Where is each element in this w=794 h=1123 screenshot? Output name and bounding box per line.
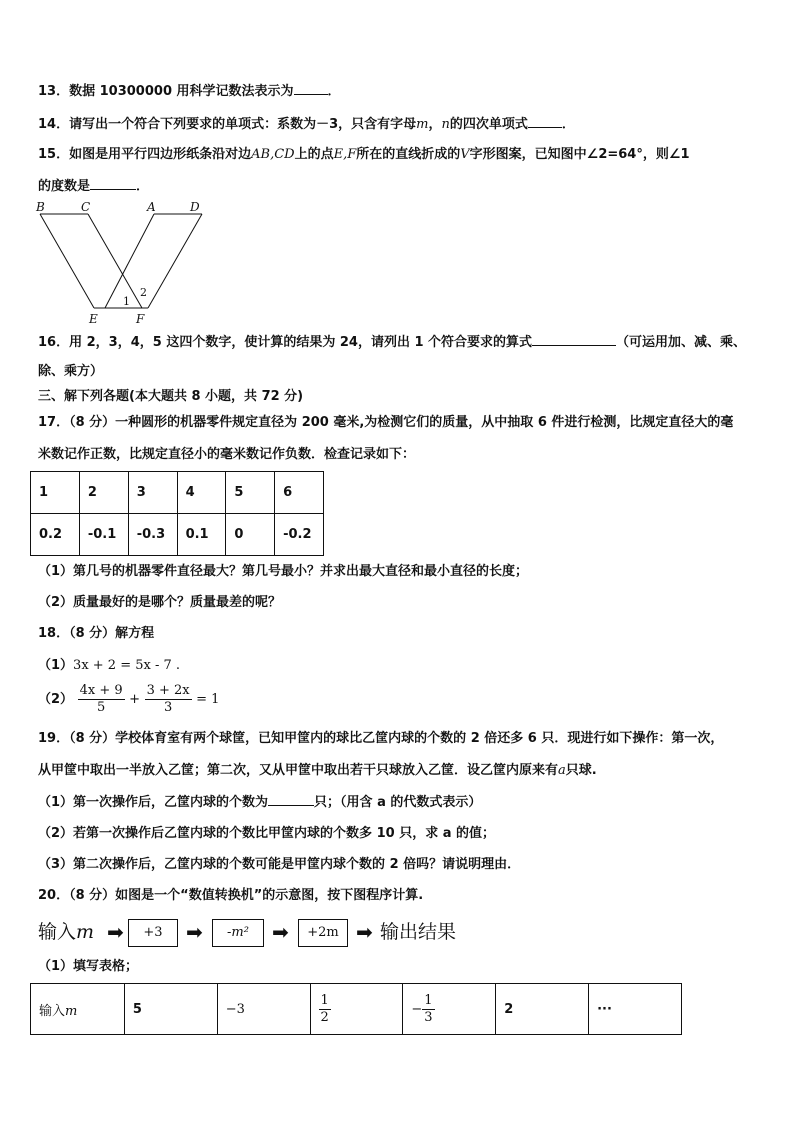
question-17-sub-2: （2）质量最好的是哪个？质量最差的呢？ xyxy=(38,595,282,610)
question-number: 17． xyxy=(38,415,70,430)
table-cell: 2 xyxy=(496,984,589,1035)
label-f: F xyxy=(136,312,145,326)
question-17-sub-1: （1）第几号的机器零件直径最大？第几号最小？并求出最大直径和最小直径的长度； xyxy=(38,564,529,579)
question-19-sub-2: （2）若第一次操作后乙筐内球的个数比甲筐内球的个数多 10 只，求 a 的值； xyxy=(38,826,496,841)
answer-blank xyxy=(90,177,136,190)
question-text: 数据 10300000 用科学记数法表示为 xyxy=(69,84,294,99)
question-15-line-2: 的度数是 ． xyxy=(38,179,150,194)
question-19-line-1: 19．（8 分）学校体育室有两个球筐，已知甲筐内的球比乙筐内球的个数的 2 倍还多 6 只．现进行如下操作：第一次， xyxy=(38,731,724,746)
label-d: D xyxy=(190,200,200,214)
question-16-line-2: 除、乘方） xyxy=(38,364,104,379)
table-header-cell: 输入m xyxy=(31,984,125,1035)
fraction: $\frac{3 + 2x}{3}$ xyxy=(146,683,190,715)
answer-blank xyxy=(294,82,328,95)
label-b: B xyxy=(36,200,45,214)
table-cell: 0.1 xyxy=(177,514,226,556)
table-cell: ··· xyxy=(589,984,682,1035)
table-row xyxy=(31,984,682,1035)
step-box: +2m xyxy=(298,919,348,947)
table-cell: 0.2 xyxy=(31,514,80,556)
table-row xyxy=(31,514,324,556)
folded-strip-figure xyxy=(30,198,220,326)
table-cell xyxy=(310,984,403,1035)
right-arrow-icon: ➡ xyxy=(107,920,124,944)
table-cell: -0.1 xyxy=(79,514,128,556)
label-c: C xyxy=(81,200,91,214)
label-e: E xyxy=(89,312,98,326)
question-20-sub-1: （1）填写表格； xyxy=(38,959,139,974)
question-number: 15． xyxy=(38,147,70,162)
table-cell: 1 xyxy=(31,472,80,514)
table-row xyxy=(31,472,324,514)
question-14: 14．请写出一个符合下列要求的单项式：系数为－3，只含有字母m，n的四次单项式 ． xyxy=(38,117,575,132)
table-cell: 0 xyxy=(226,514,275,556)
question-19-sub-3: （3）第二次操作后，乙筐内球的个数可能是甲筐内球个数的 2 倍吗？请说明理由． xyxy=(38,857,521,872)
angle-2-label: 2 xyxy=(140,286,147,299)
answer-blank xyxy=(532,333,616,346)
table-cell: 4 xyxy=(177,472,226,514)
question-17-line-1: 17．（8 分）一种圆形的机器零件规定直径为 200 毫米,为检测它们的质量，从中抽取 6 件进行检测，比规定直径大的毫 xyxy=(38,415,734,430)
section-heading: 三、解下列各题(本大题共 8 小题，共 72 分) xyxy=(38,389,304,404)
table-cell: -0.3 xyxy=(128,514,177,556)
question-number: 20． xyxy=(38,888,70,903)
table-cell: 6 xyxy=(275,472,324,514)
question-18-sub-2: （2） $\frac{4x + 9}{5}$ + $\frac{3 + 2x}{3}$ = 1 xyxy=(38,683,220,715)
table-cell: − $\frac{1}{3}$ xyxy=(403,984,496,1035)
question-number: 13． xyxy=(38,84,70,99)
fill-in-table xyxy=(30,983,682,1035)
machine-output-label: 输出结果 xyxy=(380,921,457,943)
answer-blank xyxy=(528,115,562,128)
machine-input-label: 输入m xyxy=(38,921,95,943)
equation: 3x + 2 = 5x - 7 . xyxy=(73,658,181,673)
inspection-table xyxy=(30,471,324,556)
fraction: $\frac{1}{2}$ xyxy=(320,992,329,1025)
question-17-line-2: 米数记作正数，比规定直径小的毫米数记作负数．检查记录如下： xyxy=(38,447,416,462)
answer-blank xyxy=(268,793,314,806)
question-19-line-2: 从甲筐中取出一半放入乙筐；第二次，又从甲筐中取出若干只球放入乙筐．设乙筐内原来有a只球. xyxy=(38,763,597,778)
right-arrow-icon: ➡ xyxy=(356,920,373,944)
fraction: $\frac{1}{3}$ xyxy=(424,992,433,1025)
question-15-line-1: 15．如图是用平行四边形纸条沿对边AB,CD上的点E,F所在的直线折成的V字形图案，已知图中∠2=64°，则∠1 xyxy=(38,147,690,162)
question-number: 14． xyxy=(38,117,70,132)
table-cell: 5 xyxy=(226,472,275,514)
step-box: +3 xyxy=(128,919,178,947)
question-16-line-1: 16．用 2，3，4，5 这四个数字，使计算的结果为 24，请列出 1 个符合要求的算式 （可运用加、减、乘、 xyxy=(38,335,747,350)
question-13: 13．数据 10300000 用科学记数法表示为 ． xyxy=(38,84,341,99)
table-cell: 3 xyxy=(128,472,177,514)
right-arrow-icon: ➡ xyxy=(272,920,289,944)
question-number: 16． xyxy=(38,335,70,350)
table-cell: −3 xyxy=(217,984,310,1035)
label-a: A xyxy=(147,200,156,214)
question-19-sub-1: （1）第一次操作后，乙筐内球的个数为 只；（用含 a 的代数式表示） xyxy=(38,795,482,810)
step-box: -m² xyxy=(212,919,264,947)
question-18-title: 18．（8 分）解方程 xyxy=(38,626,155,641)
question-20-line-1: 20．（8 分）如图是一个“数值转换机”的示意图，按下图程序计算. xyxy=(38,888,424,903)
question-number: 19． xyxy=(38,731,70,746)
right-arrow-icon: ➡ xyxy=(186,920,203,944)
table-cell: 5 xyxy=(124,984,217,1035)
question-18-sub-1: （1）3x + 2 = 5x - 7 . xyxy=(38,658,181,673)
angle-1-label: 1 xyxy=(123,295,130,308)
table-cell: -0.2 xyxy=(275,514,324,556)
question-number: 18． xyxy=(38,626,70,641)
fraction: $\frac{4x + 9}{5}$ xyxy=(79,683,123,715)
table-cell: 2 xyxy=(79,472,128,514)
